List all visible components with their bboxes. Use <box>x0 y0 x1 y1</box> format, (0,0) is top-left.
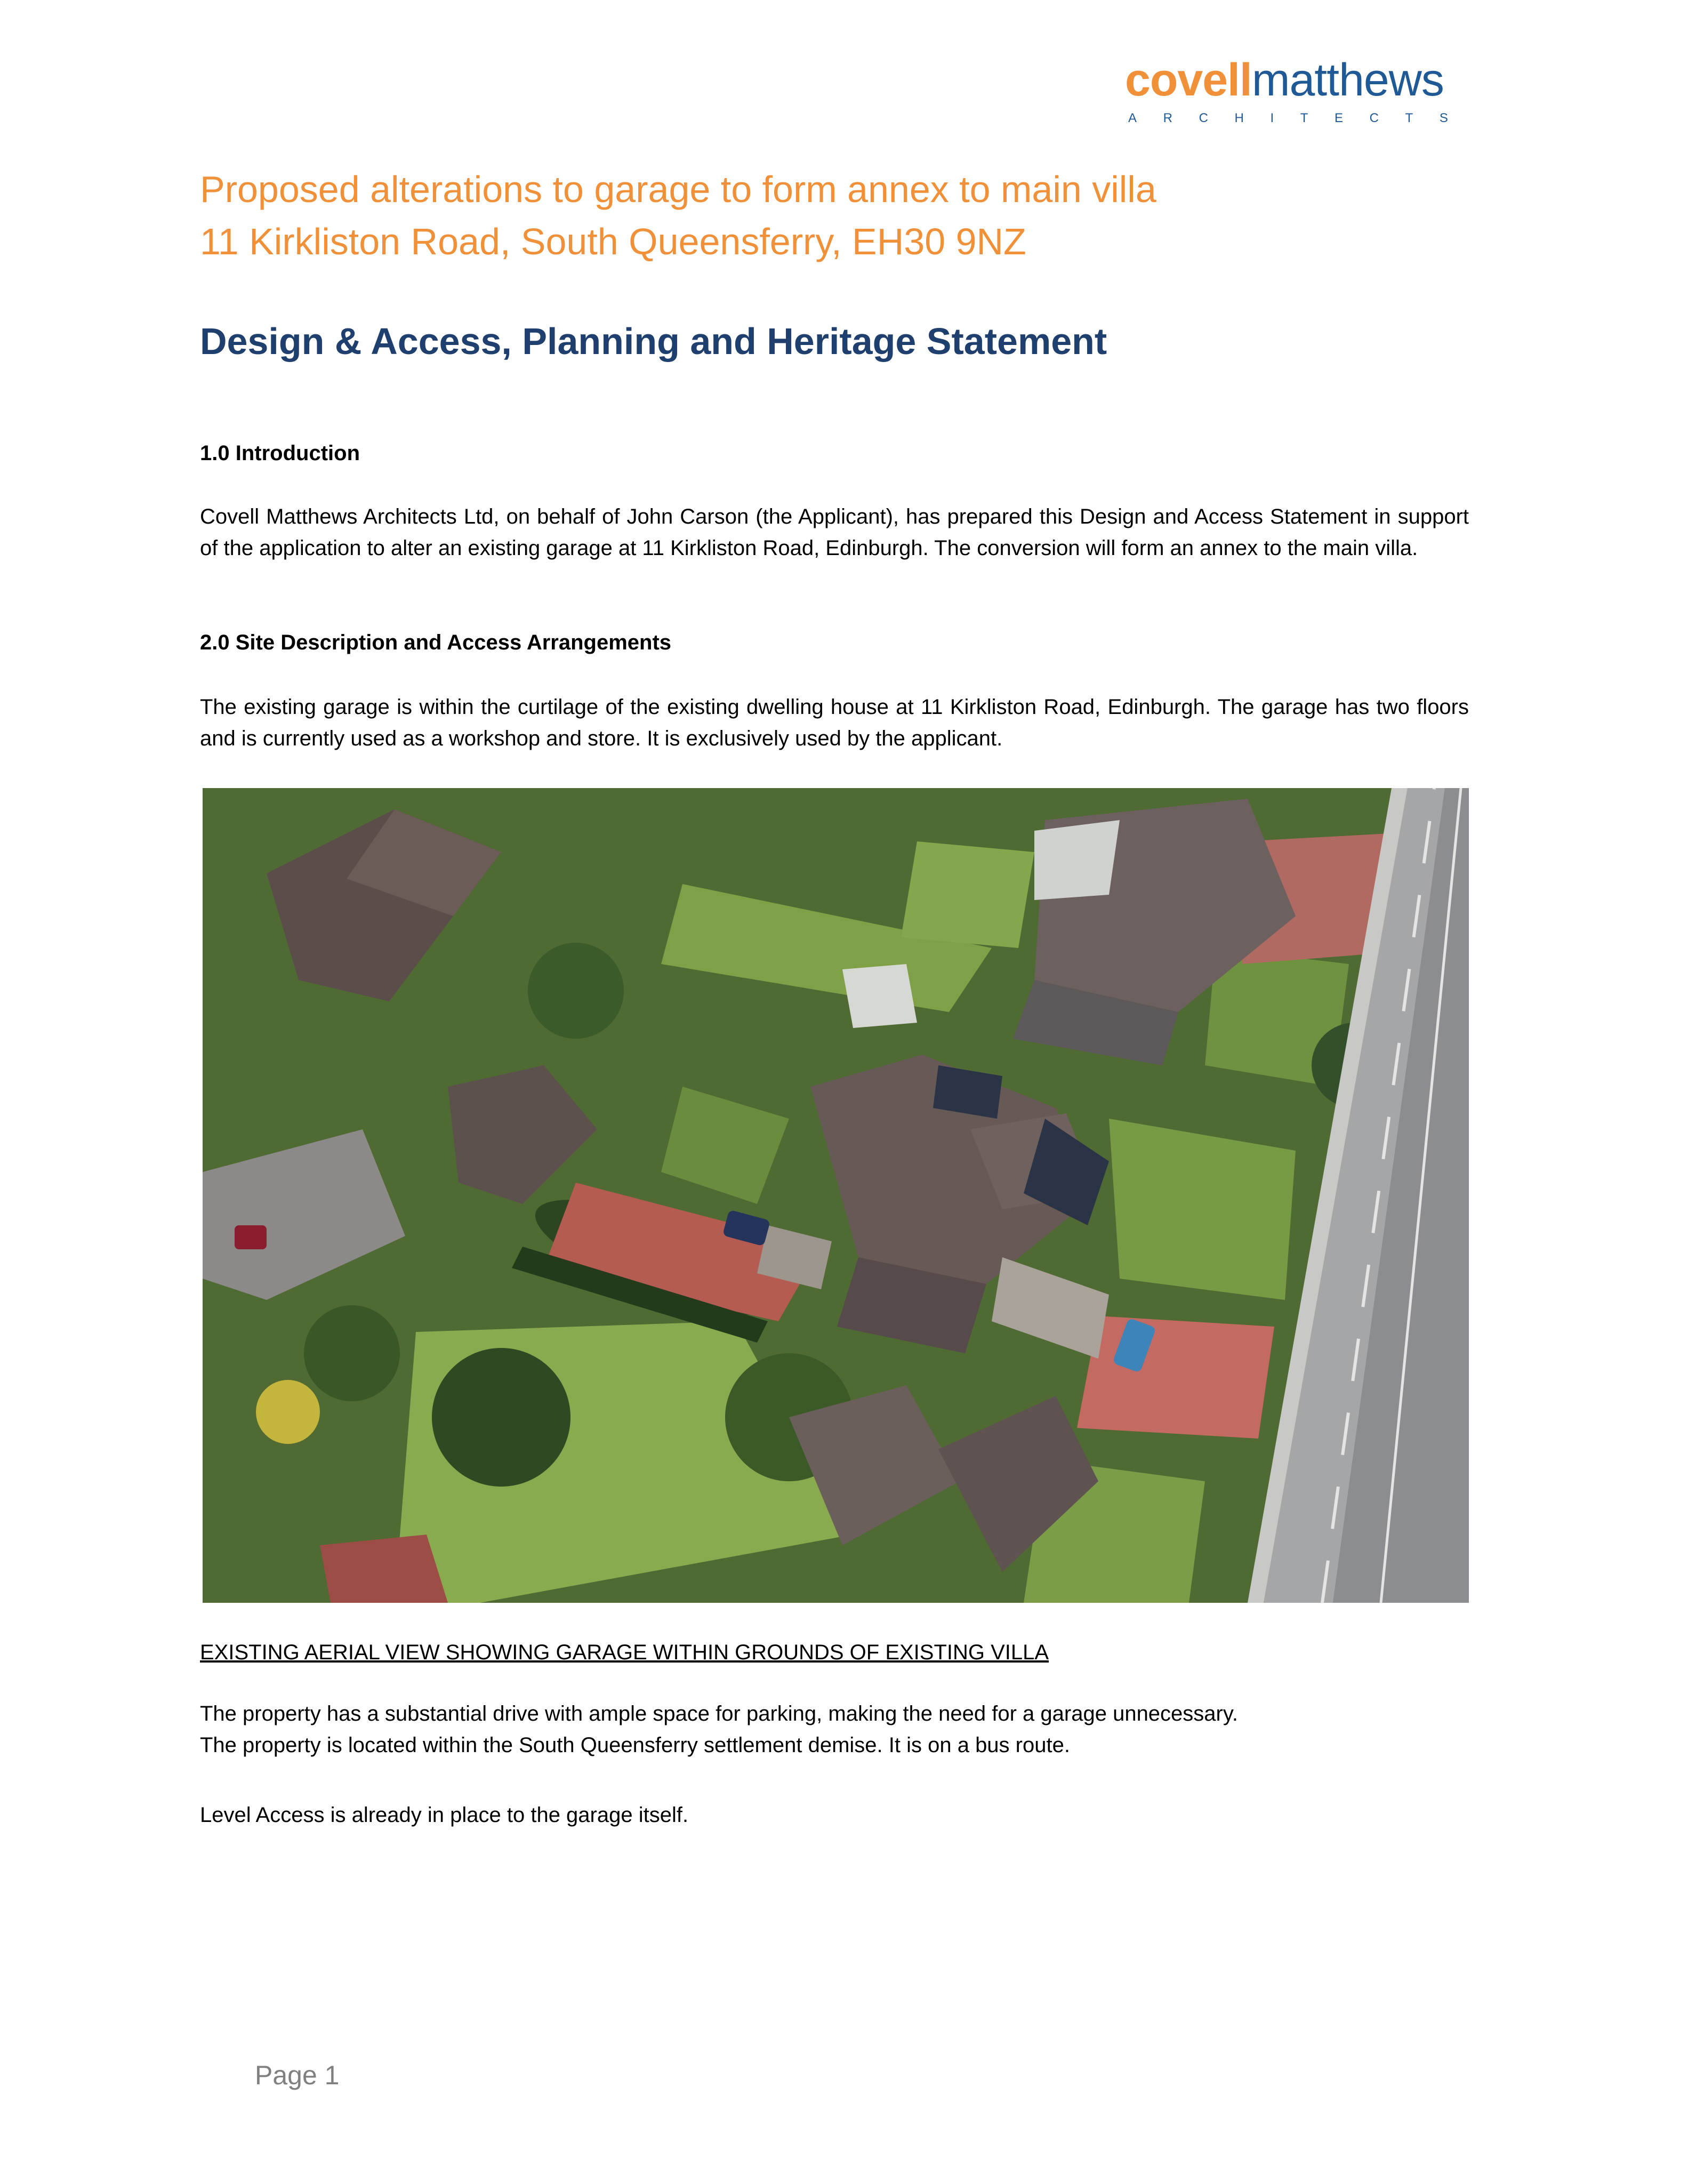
body-line-drive: The property has a substantial drive with ample space for parking, making the need for a garage unnecessary. <box>200 1702 1239 1725</box>
logo-letter: I <box>1270 111 1274 125</box>
body-line-access: Level Access is already in place to the garage itself. <box>200 1803 689 1827</box>
logo-wordmark <box>1125 51 1444 109</box>
document-title-line-1: Proposed alterations to garage to form annex to main villa <box>200 168 1156 210</box>
logo-word-covell: covell <box>1125 54 1252 106</box>
company-logo <box>1125 51 1466 125</box>
logo-letter: H <box>1234 111 1244 125</box>
logo-letter: C <box>1369 111 1379 125</box>
document-heading: Design & Access, Planning and Heritage Statement <box>200 320 1107 362</box>
logo-letter: C <box>1199 111 1208 125</box>
logo-letter: R <box>1163 111 1172 125</box>
logo-subtitle <box>1128 110 1448 126</box>
introduction-paragraph: Covell Matthews Architects Ltd, on behalf of John Carson (the Applicant), has prepared this Design and Access Statement in support of the application to alter an existing garage at 11 Kirkliston Road, Edinburgh. The conversion will form an annex to the main villa. <box>200 505 1469 560</box>
logo-letter: S <box>1439 111 1448 125</box>
logo-letter: E <box>1335 111 1344 125</box>
document-title-line-2: 11 Kirkliston Road, South Queensferry, EH30 9NZ <box>200 221 1026 262</box>
logo-word-matthews: matthews <box>1251 54 1444 106</box>
page-number: Page 1 <box>255 2060 340 2090</box>
aerial-photo-icon <box>203 788 1469 1603</box>
figure-caption: EXISTING AERIAL VIEW SHOWING GARAGE WITHIN GROUNDS OF EXISTING VILLA <box>200 1641 1049 1664</box>
logo-letter: T <box>1300 111 1308 125</box>
section-heading-site-description: 2.0 Site Description and Access Arrangements <box>200 631 672 654</box>
logo-letter: T <box>1405 111 1413 125</box>
site-description-paragraph: The existing garage is within the curtilage of the existing dwelling house at 11 Kirkliston Road, Edinburgh. The garage has two floors and is currently used as a workshop and store. It is exclusively used by the applicant. <box>200 695 1469 750</box>
logo-letter: A <box>1128 111 1137 125</box>
section-heading-introduction: 1.0 Introduction <box>200 441 360 465</box>
body-line-location: The property is located within the South Queensferry settlement demise. It is on a bus route. <box>200 1733 1070 1757</box>
